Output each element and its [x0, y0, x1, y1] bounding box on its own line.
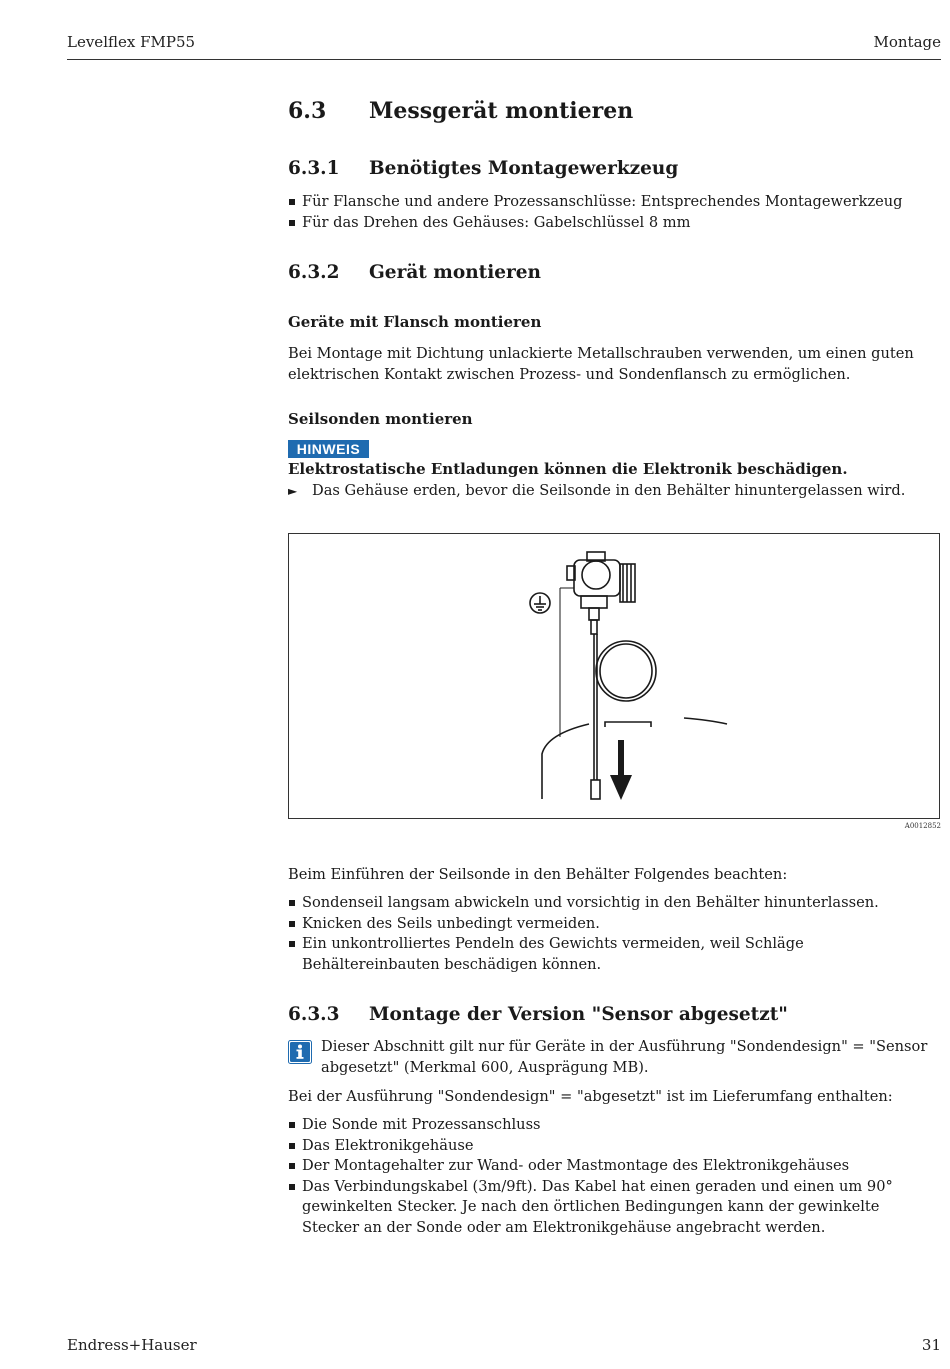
subsection-2-heading [288, 262, 541, 283]
scope-list [288, 1115, 940, 1239]
list-item: Für das Drehen des Gehäuses: Gabelschlüssel 8 mm [288, 213, 940, 234]
header-chapter-name: Montage [873, 33, 941, 51]
list-item: Knicken des Seils unbedingt vermeiden. [288, 914, 940, 935]
flansch-heading: Geräte mit Flansch montieren [288, 313, 542, 331]
header-rule [67, 59, 941, 60]
subsection-3-number: 6.3.3 [288, 1004, 340, 1025]
subsection-3-title: Montage der Version "Sensor abgesetzt" [369, 1004, 788, 1025]
insertion-intro: Beim Einführen der Seilsonde in den Behälter Folgendes beachten: [288, 866, 788, 883]
notice-step [288, 482, 905, 499]
subsection-2-title: Gerät montieren [369, 262, 541, 283]
list-item: Die Sonde mit Prozessanschluss [288, 1115, 940, 1136]
notice-step-text: Das Gehäuse erden, bevor die Seilsonde in den Behälter hinuntergelassen wird. [312, 482, 906, 499]
notice-title: Elektrostatische Entladungen können die Elektronik beschädigen. [288, 460, 848, 478]
seilsonde-illustration [289, 534, 939, 818]
subsection-1-title: Benötigtes Montagewerkzeug [369, 158, 679, 179]
subsection-1-heading [288, 158, 678, 179]
tools-list [288, 192, 940, 233]
list-item: Der Montagehalter zur Wand- oder Mastmontage des Elektronikgehäuses [288, 1156, 940, 1177]
figure-code: A0012852 [904, 822, 941, 830]
list-item: Das Elektronikgehäuse [288, 1136, 940, 1157]
footer-company: Endress+Hauser [67, 1336, 197, 1354]
info-icon [288, 1040, 312, 1064]
section-number: 6.3 [288, 98, 327, 124]
info-text: Dieser Abschnitt gilt nur für Geräte in der Ausführung "Sondendesign" = "Sensor abgesetzt" (Merkmal 600, Ausprägung MB). [321, 1038, 928, 1076]
list-item: Ein unkontrolliertes Pendeln des Gewichts vermeiden, weil Schläge Behältereinbauten beschädigen können. [288, 934, 940, 975]
header-product-name: Levelflex FMP55 [67, 33, 196, 51]
scope-intro: Bei der Ausführung "Sondendesign" = "abgesetzt" ist im Lieferumfang enthalten: [288, 1088, 893, 1105]
subsection-1-number: 6.3.1 [288, 158, 340, 179]
insertion-list [288, 893, 940, 975]
page-number: 31 [921, 1336, 941, 1354]
subsection-2-number: 6.3.2 [288, 262, 340, 283]
section-heading [288, 98, 633, 124]
triangle-right-icon: ► [288, 484, 298, 498]
list-item: Das Verbindungskabel (3m/9ft). Das Kabel hat einen geraden und einen um 90° gewinkelten Stecker. Je nach den örtlichen Bedingungen kann der gewinkelte Stecker an der Sonde oder am Elektronikgehäuse angebracht werden. [288, 1177, 940, 1239]
list-item: Für Flansche und andere Prozessanschlüsse: Entsprechendes Montagewerkzeug [288, 192, 940, 213]
notice-badge: HINWEIS [288, 440, 369, 458]
seil-heading: Seilsonden montieren [288, 410, 473, 428]
figure-frame [288, 533, 940, 819]
list-item: Sondenseil langsam abwickeln und vorsichtig in den Behälter hinunterlassen. [288, 893, 940, 914]
flansch-paragraph: Bei Montage mit Dichtung unlackierte Metallschrauben verwenden, um einen guten elektrischen Kontakt zwischen Prozess- und Sondenflansch zu ermöglichen. [288, 345, 914, 383]
section-title: Messgerät montieren [369, 98, 634, 124]
subsection-3-heading [288, 1004, 788, 1025]
